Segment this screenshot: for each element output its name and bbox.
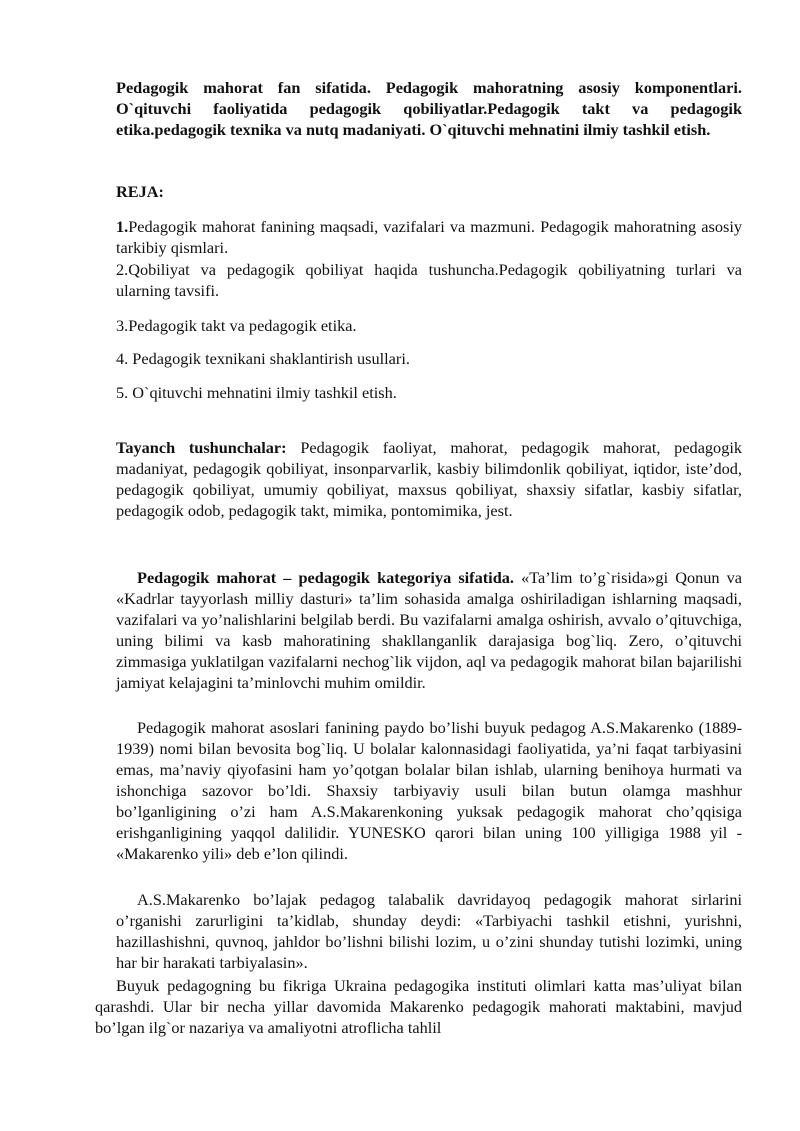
section-paragraph-1-text: «Ta’lim to’g`risida»gi Qonun va «Kadrlar tayyorlash milliy dasturi» ta’lim sohasida amalga oshiriladigan ishlarning maqsadi, vazifalari va yo’nalishlarini belgilab berdi. Bu vazifalarni amalga oshirish, avvalo o’qituvchiga, uning bilimi va kasb mahoratining shakllanganlik darajasiga bog`liq. Zero, o’qituvchi zimmasiga yuklatilgan vazifalarni nechog`lik vijdon, aql va pedagogik mahorat bilan bajarilishi jamiyat kelajagini ta’minlovchi muhim omildir.	[116, 568, 742, 692]
section-heading: Pedagogik mahorat – pedagogik kategoriya sifatida.	[137, 568, 514, 587]
reja-heading	[116, 181, 742, 202]
plan-item-2: 2.Qobiliyat va pedagogik qobiliyat haqida tushuncha.Pedagogik qobiliyatning turlari va ularning tavsifi.	[116, 260, 742, 300]
section-paragraph-3: A.S.Makarenko bo’lajak pedagog talabalik davridayoq pedagogik mahorat sirlarini o’rganishi zarurligini ta’kidlab, shunday deydi: «Tarbiyachi tashkil etishni, yurishni, hazillashishni, quvnoq, jahldor bo’lishni bilishi lozim, u o’zini shunday tutishi lozimki, uning har bir harakati tarbiyalasin».	[116, 890, 742, 972]
key-concepts-text: Pedagogik faoliyat, mahorat, pedagogik mahorat, pedagogik madaniyat, pedagogik qobiliyat, insonparvarlik, kasbiy bilimdonlik qobiliyat, iqtidor, iste’dod, pedagogik qobiliyat, umumiy qobiliyat, maxsus qobiliyat, shaxsiy sifatlar, kasbiy sifatlar, pedagogik odob, pedagogik takt, mimika, pontomimika, jest.	[116, 438, 743, 520]
document-title-text: Pedagogik mahorat fan sifatida. Pedagogik mahoratning asosiy komponentlari. O`qituvchi faoliyatida pedagogik qobiliyatlar.Pedagogik takt va pedagogik etika.pedagogik texnika va nutq madaniyati. O`qituvchi mehnatini ilmiy tashkil etish.	[116, 78, 742, 139]
plan-item-4: 4. Pedagogik texnikani shaklantirish usullari.	[116, 349, 410, 368]
plan-item-1-text: Pedagogik mahorat fanining maqsadi, vazifalari va mazmuni. Pedagogik mahoratning asosiy tarkibiy qismlari.	[116, 217, 742, 257]
key-concepts-paragraph	[116, 437, 742, 521]
section-paragraph-2: Pedagogik mahorat asoslari fanining paydo bo’lishi buyuk pedagog A.S.Makarenko (1889-1939) nomi bilan bevosita bog`liq. U bolalar kalonnasidagi faoliyatida, ya’ni faqat tarbiyasini emas, ma’naviy qiyofasini ham yo’qotgan bolalar bilan ishlab, ularning benihoya hurmati va ishonchiga sazovor bo’ldi. Shaxsiy tarbiyaviy usuli bilan butun olamga mashhur bo’lganligining o’zi ham A.S.Makarenkoning yuksak pedagogik mahorat cho’qqisiga erishganligining yaqqol dalilidir. YUNESKO qarori bilan uning 100 yilligiga 1988 yil - «Makarenko yili» deb e’lon qilindi.	[116, 718, 742, 863]
plan-item-1	[116, 216, 742, 258]
plan-item-5: 5. O`qituvchi mehnatini ilmiy tashkil etish.	[116, 383, 397, 402]
section-paragraph-1	[116, 567, 742, 693]
reja-label: REJA:	[116, 182, 164, 201]
plan-item-1-number: 1.	[116, 217, 129, 236]
plan-item-3: 3.Pedagogik takt va pedagogik etika.	[116, 316, 357, 335]
key-concepts-label: Tayanch tushunchalar:	[116, 438, 287, 457]
section-paragraph-4: Buyuk pedagogning bu fikriga Ukraina pedagogika instituti olimlari katta mas’uliyat bilan qarashdi. Ular bir necha yillar davomida Makarenko pedagogik mahorati maktabini, mavjud bo’lgan ilg`or nazariya va amaliyotni atroflicha tahlil	[95, 976, 742, 1037]
document-title	[116, 77, 742, 140]
